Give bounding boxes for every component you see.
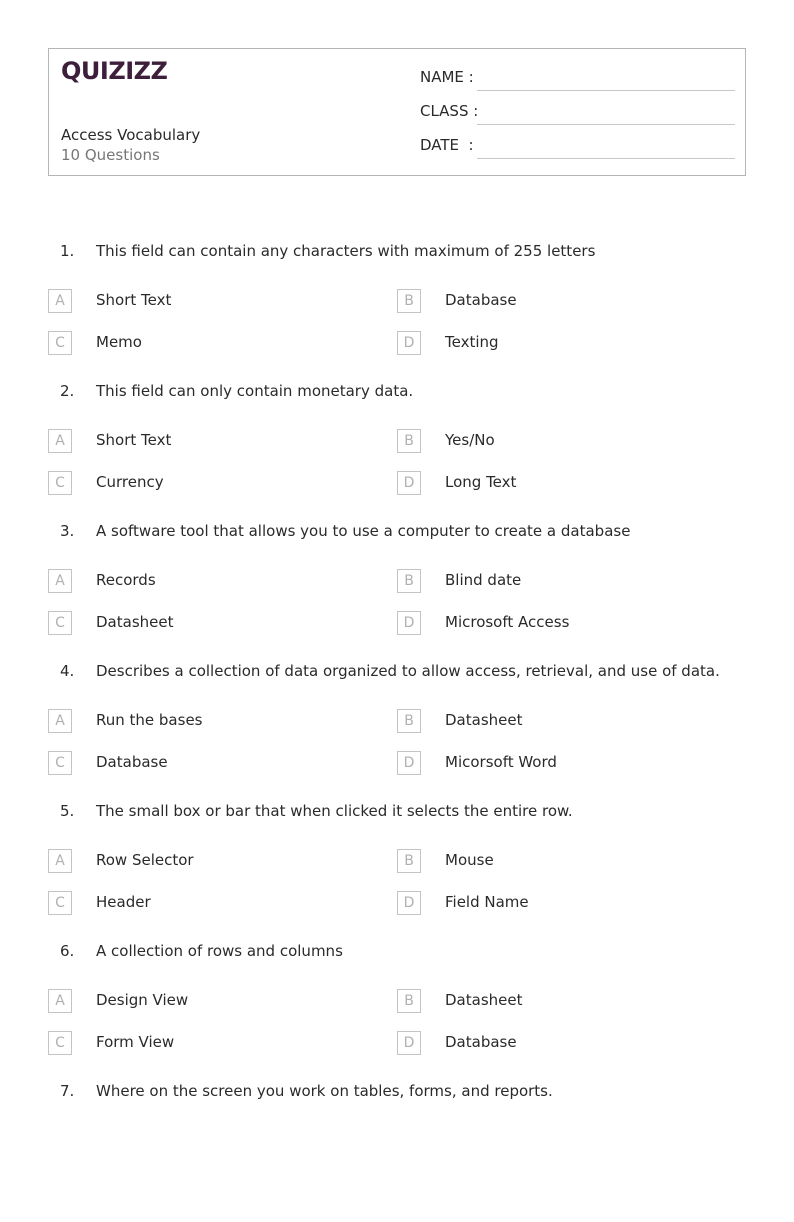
- option-letter-box[interactable]: A: [48, 569, 72, 593]
- option-letter-box[interactable]: C: [48, 611, 72, 635]
- option-text: Blind date: [445, 571, 522, 589]
- option-text: Design View: [96, 991, 189, 1009]
- option-letter-box[interactable]: B: [397, 569, 421, 593]
- question-number: 6.: [60, 942, 75, 960]
- option-letter-box[interactable]: C: [48, 1031, 72, 1055]
- option-text: Records: [96, 571, 156, 589]
- question-text: Describes a collection of data organized to allow access, retrieval, and use of data.: [96, 662, 720, 680]
- question-7: [0, 1082, 794, 1222]
- option-letter-box[interactable]: A: [48, 709, 72, 733]
- question-6: [0, 942, 794, 1082]
- option-letter-box[interactable]: B: [397, 849, 421, 873]
- question-1: [0, 242, 794, 382]
- option-text: Datasheet: [445, 991, 523, 1009]
- option-letter-box[interactable]: B: [397, 429, 421, 453]
- option-text: Database: [445, 1033, 517, 1051]
- question-text: The small box or bar that when clicked it selects the entire row.: [96, 802, 573, 820]
- option-text: Texting: [445, 333, 499, 351]
- name-field[interactable]: [420, 68, 735, 92]
- option-text: Short Text: [96, 291, 172, 309]
- option-text: Datasheet: [96, 613, 174, 631]
- option-letter-box[interactable]: A: [48, 849, 72, 873]
- name-label: NAME :: [420, 68, 474, 86]
- question-3: [0, 522, 794, 662]
- option-text: Header: [96, 893, 151, 911]
- option-letter-box[interactable]: D: [397, 1031, 421, 1055]
- option-letter-box[interactable]: C: [48, 471, 72, 495]
- option-text: Microsoft Access: [445, 613, 570, 631]
- option-text: Long Text: [445, 473, 517, 491]
- option-letter-box[interactable]: D: [397, 471, 421, 495]
- question-text: Where on the screen you work on tables, forms, and reports.: [96, 1082, 553, 1100]
- date-label: DATE :: [420, 136, 474, 154]
- question-text: This field can only contain monetary data.: [96, 382, 414, 400]
- option-text: Database: [96, 753, 168, 771]
- question-number: 3.: [60, 522, 75, 540]
- option-letter-box[interactable]: B: [397, 989, 421, 1013]
- question-number: 5.: [60, 802, 75, 820]
- option-letter-box[interactable]: C: [48, 751, 72, 775]
- option-letter-box[interactable]: C: [48, 331, 72, 355]
- option-letter-box[interactable]: D: [397, 891, 421, 915]
- quizizz-logo: QUIZIZZ: [61, 57, 168, 85]
- date-line[interactable]: [477, 158, 735, 159]
- question-count: 10 Questions: [61, 146, 160, 164]
- option-letter-box[interactable]: C: [48, 891, 72, 915]
- option-text: Currency: [96, 473, 164, 491]
- worksheet-header: [48, 48, 746, 176]
- option-letter-box[interactable]: B: [397, 709, 421, 733]
- option-text: Short Text: [96, 431, 172, 449]
- class-line[interactable]: [477, 124, 735, 125]
- name-line[interactable]: [477, 90, 735, 91]
- option-letter-box[interactable]: A: [48, 289, 72, 313]
- option-text: Form View: [96, 1033, 175, 1051]
- question-number: 4.: [60, 662, 75, 680]
- option-letter-box[interactable]: A: [48, 989, 72, 1013]
- option-text: Database: [445, 291, 517, 309]
- option-letter-box[interactable]: D: [397, 331, 421, 355]
- worksheet-title: Access Vocabulary: [61, 126, 201, 144]
- question-number: 1.: [60, 242, 75, 260]
- option-letter-box[interactable]: D: [397, 611, 421, 635]
- option-letter-box[interactable]: A: [48, 429, 72, 453]
- option-text: Field Name: [445, 893, 529, 911]
- option-text: Run the bases: [96, 711, 203, 729]
- question-text: This field can contain any characters with maximum of 255 letters: [96, 242, 596, 260]
- date-field[interactable]: [420, 136, 735, 160]
- class-label: CLASS :: [420, 102, 479, 120]
- question-number: 2.: [60, 382, 75, 400]
- option-text: Datasheet: [445, 711, 523, 729]
- question-text: A software tool that allows you to use a computer to create a database: [96, 522, 631, 540]
- question-text: A collection of rows and columns: [96, 942, 343, 960]
- question-5: [0, 802, 794, 942]
- question-4: [0, 662, 794, 802]
- option-text: Mouse: [445, 851, 494, 869]
- option-text: Row Selector: [96, 851, 194, 869]
- option-letter-box[interactable]: B: [397, 289, 421, 313]
- class-field[interactable]: [420, 102, 735, 126]
- option-text: Memo: [96, 333, 142, 351]
- question-number: 7.: [60, 1082, 75, 1100]
- option-text: Yes/No: [445, 431, 495, 449]
- option-text: Micorsoft Word: [445, 753, 557, 771]
- option-letter-box[interactable]: D: [397, 751, 421, 775]
- question-2: [0, 382, 794, 522]
